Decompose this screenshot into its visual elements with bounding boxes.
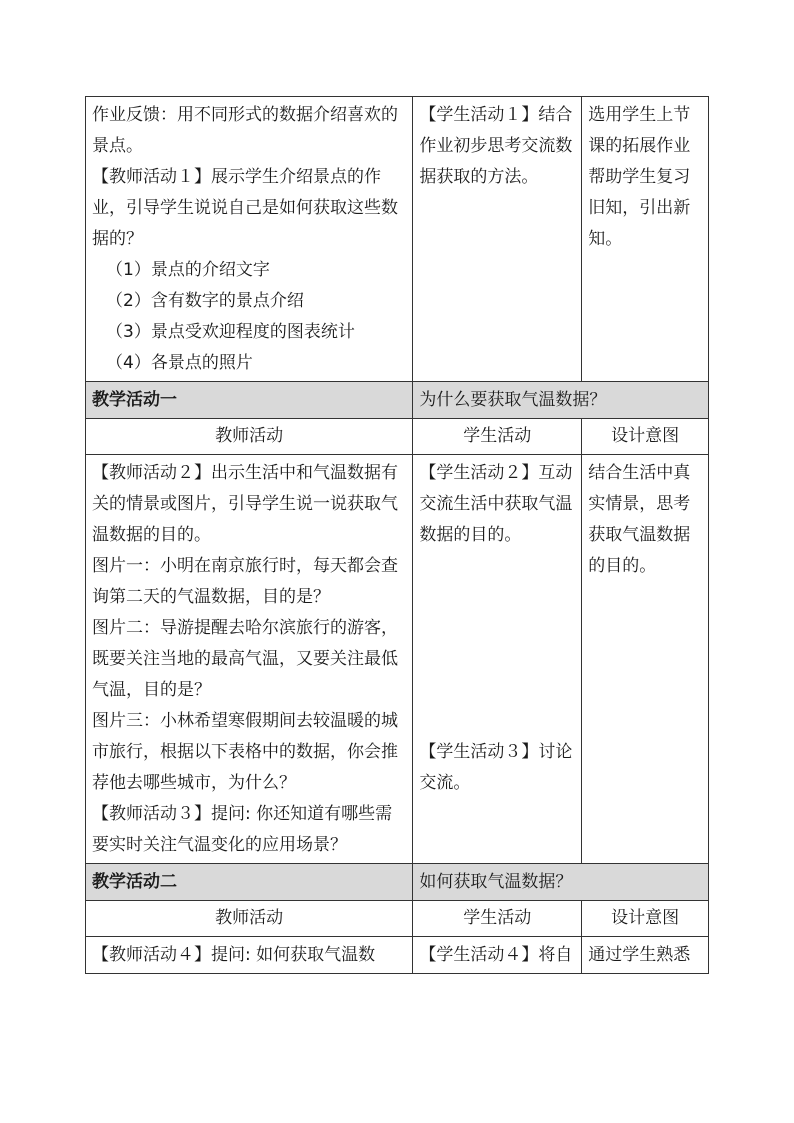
header-student: 学生活动 xyxy=(413,901,582,937)
intro-design-cell: 选用学生上节课的拓展作业帮助学生复习旧知，引出新知。 xyxy=(582,97,709,382)
teacher-activity-1-text: 【教师活动１】展示学生介绍景点的作业，引导学生说说自己是如何获取这些数据的？ xyxy=(92,167,398,249)
teacher-activity-2-text: 【教师活动２】出示生活中和气温数据有关的情景或图片，引导学生说一说获取气温数据的目的。 xyxy=(92,463,398,545)
list-item: （1）景点的介绍文字 xyxy=(106,260,270,280)
activity-one-label: 教学活动一 xyxy=(86,382,413,419)
intro-row xyxy=(86,97,709,382)
header-teacher: 教师活动 xyxy=(86,901,413,937)
spacer xyxy=(419,551,576,737)
teacher-activity-3-text: 【教师活动３】提问: 你还知道有哪些需要实时关注气温变化的应用场景？ xyxy=(92,804,393,855)
header-student: 学生活动 xyxy=(413,419,582,455)
activity-one-student-cell xyxy=(413,455,582,864)
activity-two-label: 教学活动二 xyxy=(86,864,413,901)
header-teacher: 教师活动 xyxy=(86,419,413,455)
activity-one-row xyxy=(86,382,709,419)
activity-two-row xyxy=(86,864,709,901)
activity-one-teacher-cell xyxy=(86,455,413,864)
activity-two-student-cell: 【学生活动４】将自 xyxy=(413,937,582,974)
header-design: 设计意图 xyxy=(582,901,709,937)
list-item: （3）景点受欢迎程度的图表统计 xyxy=(106,322,355,342)
activity-two-design-cell: 通过学生熟悉 xyxy=(582,937,709,974)
student-activity-3-text: 【学生活动３】讨论交流。 xyxy=(419,742,573,793)
header-design: 设计意图 xyxy=(582,419,709,455)
header-row-2 xyxy=(86,901,709,937)
picture-three-text: 图片三：小林希望寒假期间去较温暖的城市旅行，根据以下表格中的数据，你会推荐他去哪些城市，为什么？ xyxy=(92,711,398,793)
activity-one-title: 为什么要获取气温数据？ xyxy=(413,382,709,419)
activity-two-teacher-cell: 【教师活动４】提问: 如何获取气温数 xyxy=(86,937,413,974)
picture-two-text: 图片二：导游提醒去哈尔滨旅行的游客，既要关注当地的最高气温，又要关注最低气温，目的是？ xyxy=(92,618,398,700)
student-activity-2-text: 【学生活动２】互动交流生活中获取气温数据的目的。 xyxy=(419,463,573,545)
activity-two-title: 如何获取气温数据？ xyxy=(413,864,709,901)
activity-two-content-row xyxy=(86,937,709,974)
activity-one-content-row xyxy=(86,455,709,864)
intro-student-cell: 【学生活动１】结合作业初步思考交流数据获取的方法。 xyxy=(413,97,582,382)
homework-feedback-text: 作业反馈：用不同形式的数据介绍喜欢的景点。 xyxy=(92,105,398,156)
activity-one-design-cell: 结合生活中真实情景，思考获取气温数据的目的。 xyxy=(582,455,709,864)
lesson-plan-table xyxy=(85,96,709,974)
intro-teacher-cell xyxy=(86,97,413,382)
header-row xyxy=(86,419,709,455)
list-item: （4）各景点的照片 xyxy=(106,353,253,373)
picture-one-text: 图片一：小明在南京旅行时，每天都会查询第二天的气温数据，目的是？ xyxy=(92,556,398,607)
list-item: （2）含有数字的景点介绍 xyxy=(106,291,304,311)
